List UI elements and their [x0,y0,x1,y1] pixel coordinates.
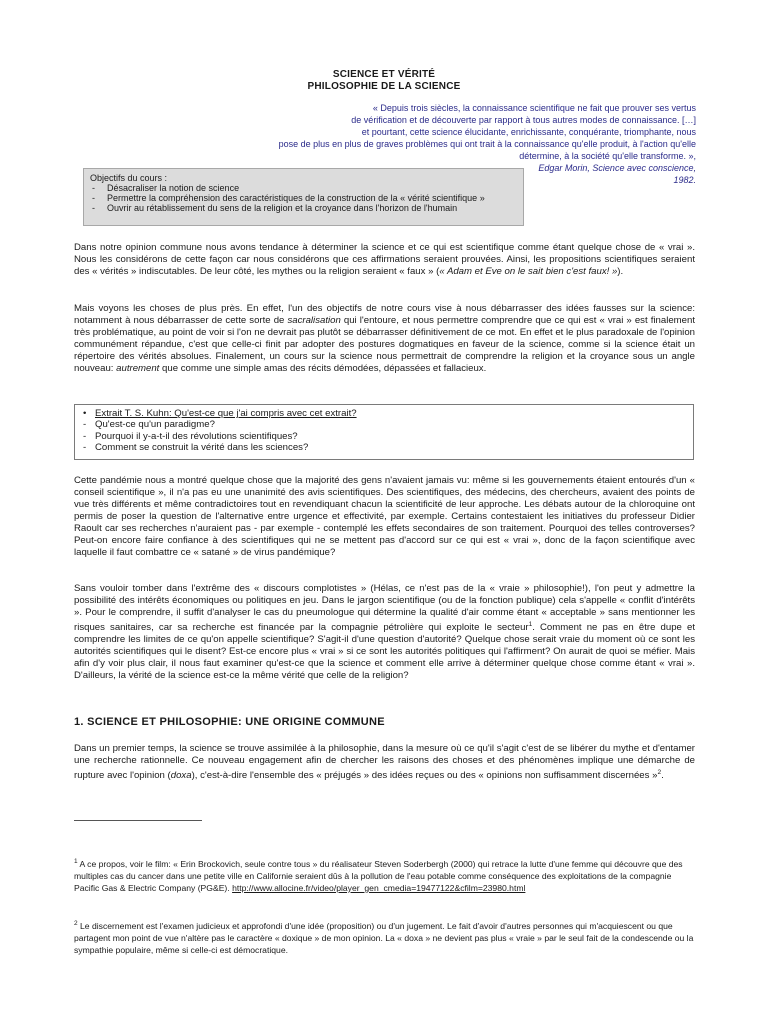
paragraph-pandemic: Cette pandémie nous a montré quelque chose que la majorité des gens n'avaient jamais vu: même si les gouvernements étaient entourés d'un « conseil scientifique », il n'a pas eu une unanimité des avis scientifiques. Des scientifiques, des médecins, des chercheurs, avaient des points de vue très différents et même contradictoires tout en revendiquant chacun la scientificité de leur approche. Les débats autour de la chloroquine ont permis de poser la question de l'alternative entre urgence et effectivité, par exemple. Certains contestaient les initiatives du professeur Didier Raoult car ses recherches n'auraient pas - par exemple - contemplé les effets secondaires de son traitement. Pourquoi des telles controverses? Peut-on encore faire confiance à des scientifiques qui ne se mettent pas d'accord sur ce qui est « vrai », donc de la façon scientifique avec laquelle il faut combattre ce « satané » de virus pandémique? [74,475,695,558]
epigraph-line: « Depuis trois siècles, la connaissance scientifique ne fait que prouver ses vertus [372,103,696,113]
question-text: Comment se construit la vérité dans les sciences? [95,442,309,454]
epigraph-attribution: Edgar Morin, Science avec conscience, [538,163,696,173]
epigraph-line: pose de plus en plus de graves problèmes qui ont trait à la connaissance qu'elle produit, à l'action qu'elle [278,139,696,149]
text: Dans notre opinion commune nous avons tendance à déterminer la science et ce qui est scientifique comme étant quelque chose de « vrai ». Nous les considérons de cette façon car nous considérons que ces affirmations seraient prouvées. Ainsi, les propositions scientifiques seraient des « vérités » indiscutables. De leur côté, les mythes ou la religion seraient « faux » ( [74,242,695,277]
footnote-2 [74,918,695,956]
list-item [81,408,687,419]
document-title: SCIENCE ET VÉRITÉ [332,69,436,80]
bullet-mark: • [83,408,87,419]
question-text: Qu'est-ce qu'un paradigme? [95,419,215,431]
bullet-mark: - [83,442,87,454]
footnote-divider [74,820,202,821]
objectives-box [83,168,524,226]
text: que comme une simple amas des récits démodées, dépassées et fallacieux. [159,363,487,374]
footnote-ref[interactable]: 2 [657,769,662,776]
questions-list [81,408,687,454]
question-text: Extrait T. S. Kuhn: Qu'est-ce que j'ai compris avec cet extrait? [95,408,357,419]
text: . Comment ne pas en être dupe et comprendre les limites de ce qu'on appelle scientifique? S'agit-il d'une question d'autorité? Quelque chose serait vraie du moment où ce sont les autorités scientifiques qui le disent? Est-ce encore plus « vrai » si ce sont les autorités politiques qui l'affirment? On aurait de quoi se méfier. Mais afin d'y voir plus clair, il nous faut examiner qu'est-ce que la science et comment elle arrive à déterminer quelque chose comme étant « vrai ». D'ailleurs, la vérité de la science est-ce la même vérité que celle de la religion? [74,622,695,682]
footnote-number: 2 [74,920,78,927]
footnote-link[interactable]: http://www.allocine.fr/video/player_gen_cmedia=19477122&cfilm=23980.html [232,882,526,893]
epigraph-line: détermine, à la société qu'elle transforme. », [519,151,696,161]
list-item [81,442,687,453]
text: Dans un premier temps, la science se trouve assimilée à la philosophie, dans la mesure où ce qu'il s'agit c'est de se libérer du mythe et d'entamer une recherche rationnelle. Ce nouveau engagement afin de chercher les raisons des choses et des phénomènes implique une démarche de rupture avec l'opinion ( [74,743,695,782]
paragraph-intro [74,242,695,278]
objectives-list [90,183,517,213]
list-item: - Ouvrir au rétablissement du sens de la religion et la croyance dans l'horizon de l'humain [90,203,517,213]
questions-box [74,404,694,460]
epigraph-line: et pourtant, cette science élucidante, enrichissante, conquérante, triomphante, nous [361,127,696,137]
italic-text: « Adam et Eve on le sait bien c'est faux! » [439,266,618,277]
bullet-mark: - [83,419,87,431]
footnote-number: 1 [74,858,78,865]
document-subtitle: PHILOSOPHIE DE LA SCIENCE [307,81,461,92]
list-item: - Désacraliser la notion de science [90,183,517,193]
text: ), c'est-à-dire l'ensemble des « préjugés » des idées reçues ou des « opinions non suffisamment discernées » [191,770,658,782]
footnote-ref[interactable]: 1 [528,621,533,628]
text: qui l'entoure, et nous permettre comprendre que ce qui est « vrai » est finalement très problématique, au point de voir si l'on ne devrait pas plutôt se débarrasser définitivement de ce mot. En effet et le plus paradoxale de l'opinion communément répandue, c'est que celle-ci finit par adopter des postures dogmatiques en faveur de la science, comme si la science était un répertoire des vérités absolues. Finalement, un cours sur la science nous permettrait de comprendre la religion et la croyance sous un angle nouveau: [74,315,695,374]
italic-text: autrement [116,363,160,374]
epigraph-line: de vérification et de découverte par rapport à tous autres modes de connaissance. […] [351,115,696,125]
bullet-mark: - [83,430,87,442]
list-item [81,419,687,430]
epigraph-year: 1982. [673,175,696,185]
text: Sans vouloir tomber dans l'extrême des « discours complotistes » (Hélas, ce n'est pas de la « vraie » philosophie!), l'on peut y admettre la possibilité des intérêts économiques ou politiques en jeu. Dans le jargon scientifique (ou de la fonction publique) cela s'appelle « conflit d'intérêts ». Pour le comprendre, il suffit d'analyser le cas du pneumologue qui détermine la qualité d'air comme étant « acceptable » sans mentionner les risques sanitaires, car sa recherche est financée par la compagnie pétrolière qui exploite le secteur [74,583,695,634]
list-item: - Permettre la compréhension des caractéristiques de la construction de la « vérité scientifique » [90,193,517,203]
italic-text: sacralisation [287,315,341,326]
italic-text: doxa [170,770,192,782]
list-item [81,431,687,442]
paragraph-conflict [74,583,695,682]
objectives-title: Objectifs du cours : [90,173,168,183]
text: ). [617,266,624,277]
question-text: Pourquoi il y-a-t-il des révolutions scientifiques? [95,430,298,442]
footnote-text: Le discernement est l'examen judicieux et approfondi d'une idée (proposition) ou d'un jugement. Le fait d'avoir d'autres personnes qui m'acquiescent ou que partagent mon point de vue n'altère pas le caractère « doxique » de mon opinion. La « doxa » ne devient pas plus « vraie » par le seul fait de la condescende ou la sympathie populaire, même si celle-ci est démocratique. [74,920,694,955]
paragraph-objectives [74,303,695,375]
footnote-text: A ce propos, voir le film: « Erin Brockovich, seule contre tous » du réalisateur Steven Soderbergh (2000) qui retrace la lutte d'une femme qui découvre que des multiples cas du cancer dans une petite ville en Californie seraient dûs à la pollution de l'eau potable comme conséquence des exploitations de la compagnie Pacific Gas & Electric Company (PG&E). [74,858,683,893]
text: . [661,770,664,782]
footnote-1 [74,856,695,894]
paragraph-section1 [74,743,695,782]
text: Mais voyons les choses de plus près. En effet, l'un des objectifs de notre cours vise à nous débarrasser des idées fausses sur la science: notamment à nous débarrasser de cette sorte de [74,303,695,326]
section-heading: 1. SCIENCE ET PHILOSOPHIE: UNE ORIGINE COMMUNE [74,716,385,728]
